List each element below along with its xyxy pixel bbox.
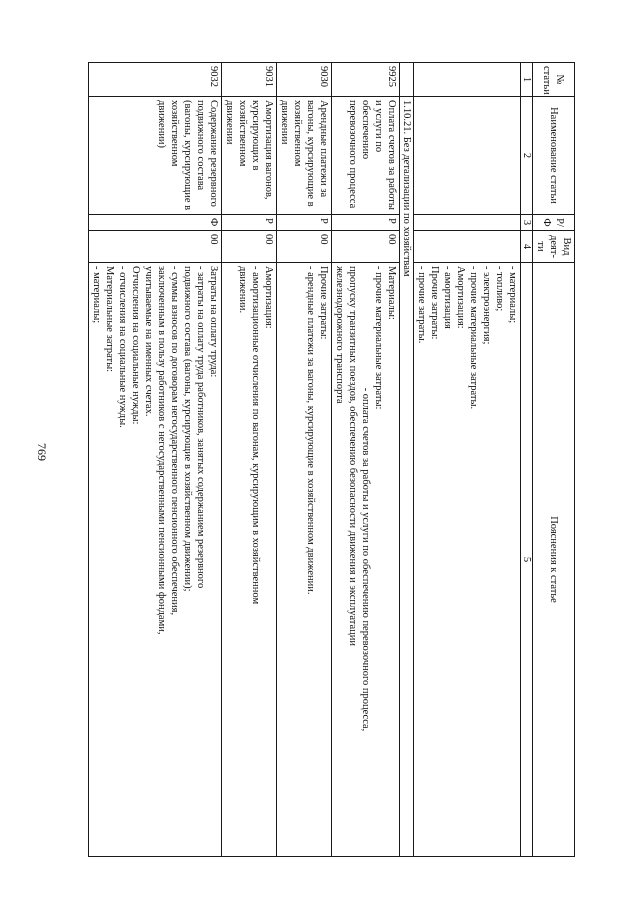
header-explanation: Пояснения к статье	[533, 263, 575, 857]
item-rf: Ф	[89, 215, 222, 231]
section-row	[400, 63, 414, 857]
page-number: 769	[35, 443, 49, 461]
item-rf: Р	[222, 215, 277, 231]
column-index: 2	[521, 97, 533, 215]
explanation-cell: Прочие затраты: - арендные платежи за вагоны, курсирующие в хозяйственном движении.	[277, 263, 332, 857]
item-name: Амортизация вагонов, курсирующих в хозяйственном движении	[222, 97, 277, 215]
item-name: Оплата счетов за работы и услуги по обеспечению перевозочного процесса	[332, 97, 400, 215]
table-row	[277, 63, 332, 857]
explanation-cell: Материалы: - прочие материальные затраты: - оплата счетов за работы и услуги по обеспечению перевозочного процесса, пропуску транзитных поездов, обеспечению безопасности движения и эксплуатации железнодорожного транспорта	[332, 263, 400, 857]
item-activity-type: 00	[89, 231, 222, 263]
item-number: 9925	[332, 63, 400, 97]
table-row	[222, 63, 277, 857]
item-rf: Р	[332, 215, 400, 231]
table-row	[332, 63, 400, 857]
item-number: 9032	[89, 63, 222, 97]
explanation-cell: - материалы; - топливо; - электроэнергия; - прочие материальные затраты. Амортизация: - амортизация Прочие затраты: - прочие затраты.	[414, 263, 521, 857]
explanation-cell: Затраты на оплату труда: - затраты на оплату труда работников, занятых содержанием резервного подвижного состава (вагоны, курсирующие в хозяйственном движении); - суммы взносов по договорам негосударственного пенсионного обеспечения, заключенным в пользу работников с негосударственными пенсионными фондами, учитываемые на именных счетах. Отчисления на социальные нужды: - отчисления на социальные нужды. Материальные затраты: - материалы;	[89, 263, 222, 857]
table-row	[89, 63, 222, 857]
table-row-continued	[414, 63, 521, 857]
header-item-number: № статьи	[533, 63, 575, 97]
table-header-row	[533, 63, 575, 857]
item-activity-type: 00	[277, 231, 332, 263]
item-number: 9030	[277, 63, 332, 97]
item-number: 9031	[222, 63, 277, 97]
column-index: 1	[521, 63, 533, 97]
item-rf: Р	[277, 215, 332, 231]
header-item-name: Наименование статьи	[533, 97, 575, 215]
item-name: Арендные платежи за вагоны, курсирующие в хозяйственном движении	[277, 97, 332, 215]
column-index: 3	[521, 215, 533, 231]
column-index: 4	[521, 231, 533, 263]
item-activity-type: 00	[332, 231, 400, 263]
column-index-row	[521, 63, 533, 857]
column-index: 5	[521, 263, 533, 857]
expense-items-table	[88, 62, 575, 857]
header-rf: Р/ Ф	[533, 215, 575, 231]
rotated-table-wrapper	[85, 62, 575, 857]
item-activity-type: 00	[222, 231, 277, 263]
explanation-cell: Амортизация: - амортизационные отчисления по вагонам, курсирующим в хозяйственном движении.	[222, 263, 277, 857]
section-title: 1.10.21. Без детализации по хозяйствам	[400, 97, 414, 857]
item-name: Содержание резервного подвижного состава (вагоны, курсирующие в хозяйственном движении)	[89, 97, 222, 215]
header-activity-type: Вид деят-ти	[533, 231, 575, 263]
